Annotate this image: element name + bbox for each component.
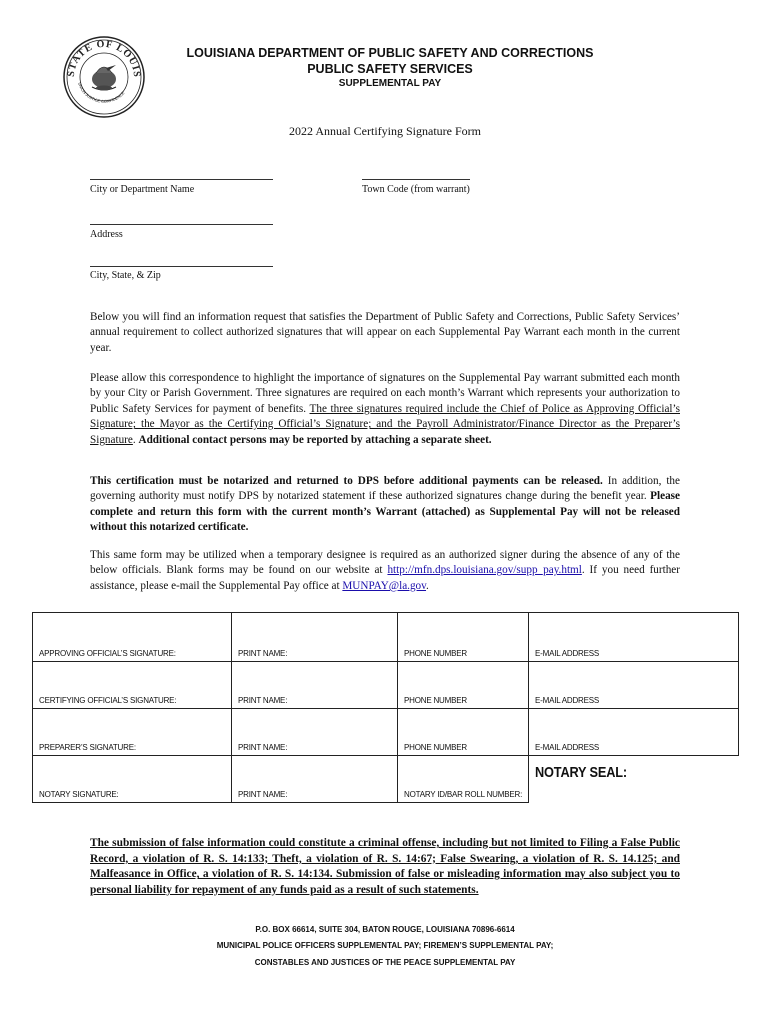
paragraph-text: This same form may be utilized when a temporary designee is required as an authorized signer during the absence of any of the below officials. Blank forms may be found on our website at — [90, 549, 680, 577]
website-link[interactable]: http://mfn.dps.louisiana.gov/supp_pay.html — [387, 564, 582, 577]
notary-print-name-cell[interactable]: PRINT NAME: — [232, 756, 398, 803]
notary-seal-label: NOTARY SEAL: — [535, 764, 627, 781]
table-row — [33, 613, 739, 662]
paragraph-text: . If you need further assistance, please e-mail the Supplemental Pay office at — [90, 564, 681, 592]
paragraph-text: . — [426, 579, 429, 592]
town-code-line[interactable] — [362, 179, 470, 180]
preparer-signature-cell[interactable]: PREPARER’S SIGNATURE: — [33, 709, 232, 756]
email-link[interactable]: MUNPAY@la.gov — [342, 579, 427, 592]
certifying-email-cell[interactable]: E-MAIL ADDRESS — [529, 662, 739, 709]
designee-paragraph — [90, 548, 680, 594]
paragraph-text: . — [132, 433, 139, 446]
notary-id-cell[interactable]: NOTARY ID/BAR ROLL NUMBER: — [398, 756, 529, 803]
header-program: SUPPLEMENTAL PAY — [338, 78, 442, 89]
table-row — [33, 756, 739, 803]
signature-table — [32, 612, 739, 803]
approving-signature-cell[interactable]: APPROVING OFFICIAL’S SIGNATURE: — [33, 613, 232, 662]
header-department: LOUISIANA DEPARTMENT OF PUBLIC SAFETY AND CORRECTIONS — [186, 46, 594, 60]
header-services: PUBLIC SAFETY SERVICES — [307, 62, 473, 76]
certifying-phone-cell[interactable]: PHONE NUMBER — [398, 662, 529, 709]
preparer-print-name-cell[interactable]: PRINT NAME: — [232, 709, 398, 756]
footer-address: P.O. BOX 66614, SUITE 304, BATON ROUGE, LOUISIANA 70896-6614 — [255, 925, 515, 934]
certifying-print-name-cell[interactable]: PRINT NAME: — [232, 662, 398, 709]
importance-paragraph — [90, 371, 680, 448]
approving-print-name-cell[interactable]: PRINT NAME: — [232, 613, 398, 662]
preparer-phone-cell[interactable]: PHONE NUMBER — [398, 709, 529, 756]
table-row — [33, 662, 739, 709]
legal-warning: The submission of false information could constitute a criminal offense, including but not limited to Filing a False Public Record, a violation of R. S. 14:133; Theft, a violation of R. S. 14:67; False Swearing, a violation of R. S. 14.125; and Malfeasance in Office, a violation of R. S. 14:134. Submission of false or misleading information may also subject you to personal liability for repayment of any funds paid as a result of such statements. — [90, 837, 680, 896]
table-row — [33, 709, 739, 756]
paragraph-text: In addition, the governing authority must notify DPS by notarized statement if these authorized signatures change during the benefit year. — [90, 475, 680, 503]
footer-programs-2: CONSTABLES AND JUSTICES OF THE PEACE SUPPLEMENTAL PAY — [254, 958, 516, 967]
city-department-label: City or Department Name — [90, 184, 195, 195]
required-signatures-text: The three signatures required include the Chief of Police as Approving Official’s Signature; the Mayor as the Certifying Official’s Signature; and the Payroll Administrator/Finance Director as the Preparer’s Signature — [90, 402, 680, 446]
city-state-zip-label: City, State, & Zip — [90, 270, 161, 281]
address-line[interactable] — [90, 224, 273, 225]
seal-text: STATE OF LOUIS — [65, 38, 143, 79]
paragraph-text: Please allow this correspondence to highlight the importance of signatures on the Supplemental Pay warrant submitted each month by your City or Parish Government. Three signatures are required on each month’s Warrant which represents your authorization to Public Safety Services for payment of benefits. — [90, 372, 680, 415]
notarization-paragraph — [90, 474, 680, 536]
return-instruction: Please complete and return this form with the current month’s Warrant (attached) as Supplemental Pay will not be released without this notarized certificate. — [90, 490, 680, 534]
footer-programs: MUNICIPAL POLICE OFFICERS SUPPLEMENTAL PAY; FIREMEN’S SUPPLEMENTAL PAY; — [216, 941, 554, 950]
additional-contacts-text: Additional contact persons may be reported by attaching a separate sheet. — [138, 433, 492, 446]
approving-email-cell[interactable]: E-MAIL ADDRESS — [529, 613, 739, 662]
city-department-line[interactable] — [90, 179, 273, 180]
form-title: 2022 Annual Certifying Signature Form — [289, 124, 481, 138]
city-state-zip-line[interactable] — [90, 266, 273, 267]
address-label: Address — [90, 229, 123, 240]
paragraph-text: Below you will find an information request that satisfies the Department of Public Safety and Corrections, Public Safety Services’ annual requirement to collect authorized signatures that will appear on each Supplemental Pay Warrant each month in the current year. — [90, 311, 680, 354]
intro-paragraph — [90, 310, 680, 356]
approving-phone-cell[interactable]: PHONE NUMBER — [398, 613, 529, 662]
notary-signature-cell[interactable]: NOTARY SIGNATURE: — [33, 756, 232, 803]
seal-motto: UNION JUSTICE CONFIDENCE — [77, 81, 126, 104]
preparer-email-cell[interactable]: E-MAIL ADDRESS — [529, 709, 739, 756]
certifying-signature-cell[interactable]: CERTIFYING OFFICIAL’S SIGNATURE: — [33, 662, 232, 709]
notary-seal-cell[interactable] — [529, 756, 739, 803]
town-code-label: Town Code (from warrant) — [362, 184, 470, 195]
notarization-requirement: This certification must be notarized and returned to DPS before additional payments can be released. — [90, 475, 603, 487]
